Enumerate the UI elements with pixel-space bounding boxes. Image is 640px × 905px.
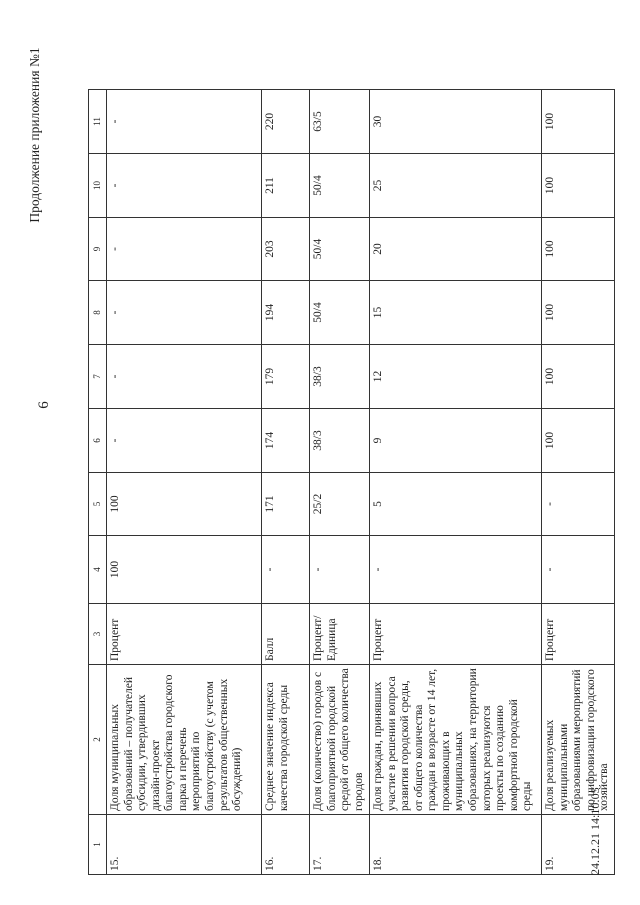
value-cell: 194 <box>262 281 310 345</box>
value-cell: 50/4 <box>310 218 370 281</box>
value-cell: 25 <box>370 154 542 218</box>
page-number: 6 <box>36 401 52 409</box>
value-cell: - <box>107 281 262 345</box>
column-number: 11 <box>89 90 107 154</box>
column-number: 8 <box>89 281 107 345</box>
value-cell: - <box>542 536 615 604</box>
column-number: 5 <box>89 473 107 536</box>
row-number: 16. <box>262 815 310 875</box>
value-cell: 100 <box>107 536 262 604</box>
value-cell: 15 <box>370 281 542 345</box>
row-number: 18. <box>370 815 542 875</box>
indicators-table <box>88 89 615 875</box>
value-cell: 38/3 <box>310 345 370 409</box>
value-cell: 100 <box>542 154 615 218</box>
value-cell: - <box>107 90 262 154</box>
value-cell: - <box>107 345 262 409</box>
table-row <box>370 90 542 875</box>
value-cell: 174 <box>262 409 310 473</box>
value-cell: 63/5 <box>310 90 370 154</box>
indicator-name: Доля реализуемых муниципальными образованиями мероприятий по цифровизации городского хозяйства <box>542 665 615 815</box>
value-cell: 100 <box>107 473 262 536</box>
table-row <box>262 90 310 875</box>
value-cell: - <box>262 536 310 604</box>
table-row <box>542 90 615 875</box>
value-cell: 38/3 <box>310 409 370 473</box>
unit-cell: Процент/ Единица <box>310 604 370 665</box>
value-cell: - <box>107 409 262 473</box>
column-number: 10 <box>89 154 107 218</box>
column-number: 9 <box>89 218 107 281</box>
value-cell: 9 <box>370 409 542 473</box>
value-cell: 100 <box>542 281 615 345</box>
unit-cell: Процент <box>370 604 542 665</box>
print-timestamp: 24.12.21 14:10:05 <box>588 787 602 875</box>
unit-cell: Балл <box>262 604 310 665</box>
column-number: 4 <box>89 536 107 604</box>
row-number: 17. <box>310 815 370 875</box>
indicator-name: Доля (количество) городов с благоприятной городской средой от общего количества городов <box>310 665 370 815</box>
column-number: 1 <box>89 815 107 875</box>
value-cell: 220 <box>262 90 310 154</box>
column-number: 6 <box>89 409 107 473</box>
value-cell: 100 <box>542 90 615 154</box>
column-number: 7 <box>89 345 107 409</box>
column-number: 3 <box>89 604 107 665</box>
value-cell: - <box>310 536 370 604</box>
value-cell: - <box>107 218 262 281</box>
value-cell: 50/4 <box>310 281 370 345</box>
value-cell: 5 <box>370 473 542 536</box>
row-number: 15. <box>107 815 262 875</box>
table-row <box>107 90 262 875</box>
column-number-row <box>89 90 107 875</box>
value-cell: - <box>370 536 542 604</box>
indicator-name: Среднее значение индекса качества городской среды <box>262 665 310 815</box>
value-cell: 100 <box>542 409 615 473</box>
column-number: 2 <box>89 665 107 815</box>
value-cell: 100 <box>542 218 615 281</box>
value-cell: 179 <box>262 345 310 409</box>
value-cell: 12 <box>370 345 542 409</box>
value-cell: 100 <box>542 345 615 409</box>
value-cell: 211 <box>262 154 310 218</box>
value-cell: 25/2 <box>310 473 370 536</box>
row-number: 19. <box>542 815 615 875</box>
value-cell: 171 <box>262 473 310 536</box>
indicator-name: Доля граждан, принявших участие в решении вопроса развития городской среды, от общего количества граждан в возрасте от 14 лет, проживающих в муниципальных образованиях, на территории которых реализуются проекты по созданию комфортной городской среды <box>370 665 542 815</box>
value-cell: 203 <box>262 218 310 281</box>
unit-cell: Процент <box>107 604 262 665</box>
value-cell: 20 <box>370 218 542 281</box>
unit-cell: Процент <box>542 604 615 665</box>
value-cell: 50/4 <box>310 154 370 218</box>
continuation-title: Продолжение приложения №1 <box>27 47 42 223</box>
indicator-name: Доля муниципальных образований – получателей субсидии, утвердивших дизайн-проект благоустройства городского парка и перечень мероприятий по благоустройству (с учетом результатов общественных обсуждений) <box>107 665 262 815</box>
value-cell: 30 <box>370 90 542 154</box>
value-cell: - <box>542 473 615 536</box>
table-row <box>310 90 370 875</box>
value-cell: - <box>107 154 262 218</box>
